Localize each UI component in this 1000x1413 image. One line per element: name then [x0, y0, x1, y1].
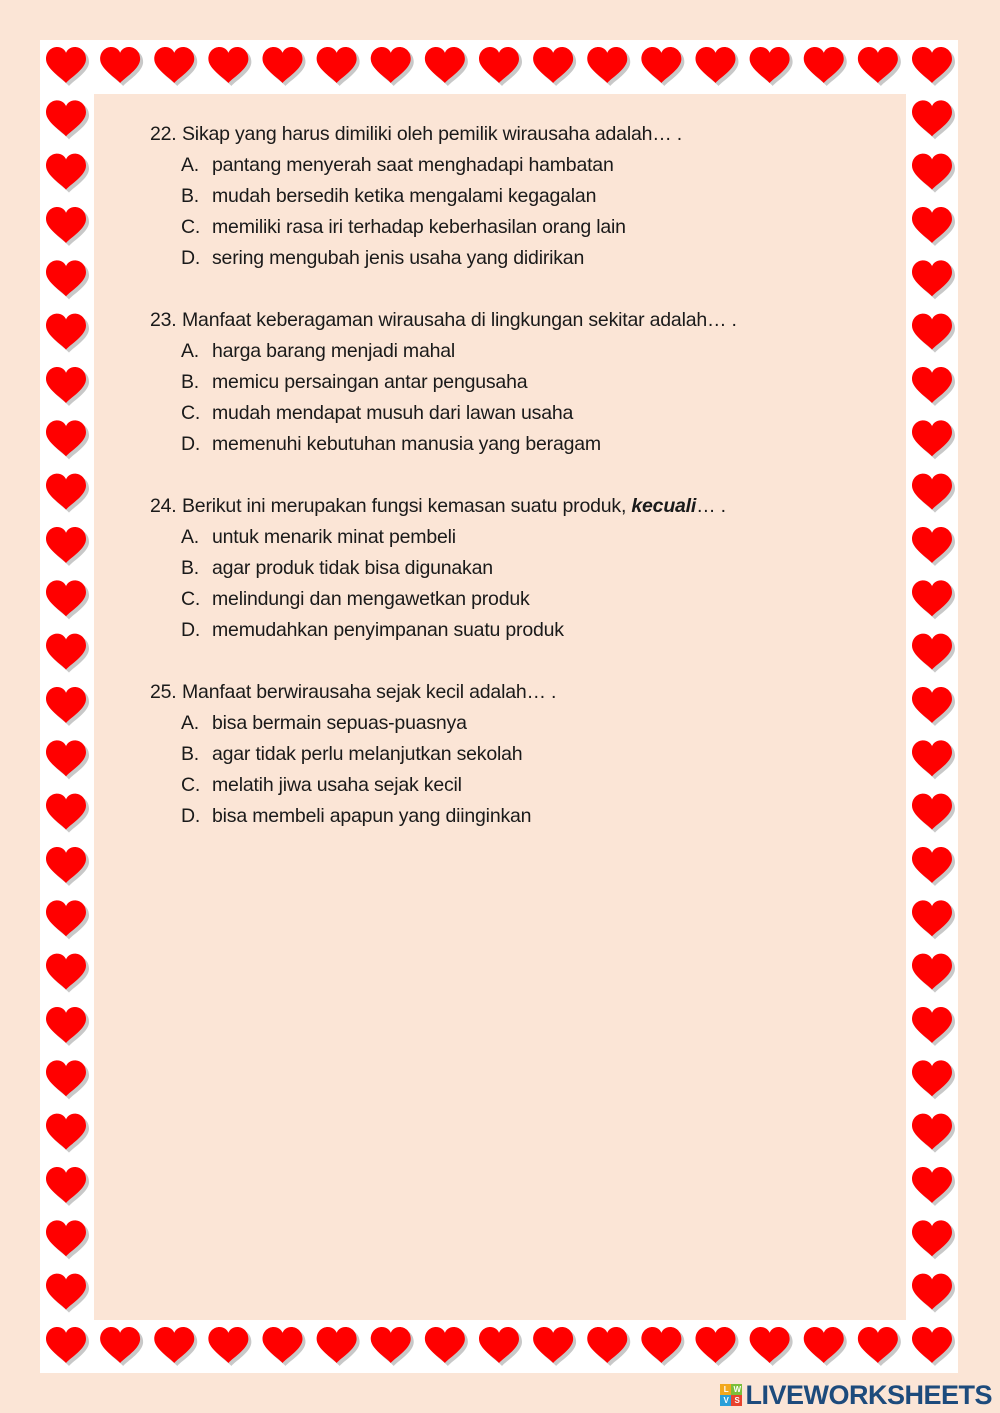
question-number: 24.	[150, 495, 177, 517]
heart-icon	[46, 580, 89, 619]
question-number: 22.	[150, 123, 177, 145]
option-text: untuk menarik minat pembeli	[212, 526, 456, 548]
heart-icon	[912, 1007, 955, 1046]
heart-icon	[912, 314, 955, 353]
heart-icon	[46, 367, 89, 406]
heart-icon	[912, 1114, 955, 1153]
logo-mark-letter: W	[733, 1385, 741, 1394]
option-text: memicu persaingan antar pengusaha	[212, 371, 528, 393]
option-23-c[interactable]	[181, 402, 573, 425]
option-text: mudah bersedih ketika mengalami kegagalan	[212, 185, 597, 207]
heart-icon	[641, 1327, 684, 1366]
option-text: memiliki rasa iri terhadap keberhasilan orang lain	[212, 216, 626, 238]
option-text: bisa membeli apapun yang diinginkan	[212, 805, 532, 827]
heart-icon	[46, 47, 89, 86]
heart-icon	[263, 1327, 306, 1366]
heart-icon	[912, 367, 955, 406]
heart-icon	[858, 1327, 901, 1366]
heart-icon	[479, 47, 522, 86]
question-text: Sikap yang harus dimiliki oleh pemilik wirausaha adalah… .	[182, 123, 682, 145]
option-25-d[interactable]	[181, 805, 531, 828]
option-text: memenuhi kebutuhan manusia yang beragam	[212, 433, 601, 455]
heart-icon	[371, 47, 414, 86]
heart-icon	[696, 47, 739, 86]
logo-mark-letter: L	[720, 1384, 731, 1395]
option-letter: D.	[181, 433, 201, 455]
question-24	[150, 495, 726, 518]
question-number: 23.	[150, 309, 177, 331]
heart-icon	[912, 580, 955, 619]
heart-icon	[533, 47, 576, 86]
option-text: pantang menyerah saat menghadapi hambatan	[212, 154, 614, 176]
heart-icon	[858, 47, 901, 86]
heart-icon	[425, 1327, 468, 1366]
option-letter: B.	[181, 371, 200, 393]
question-text: Manfaat keberagaman wirausaha di lingkungan sekitar adalah… .	[182, 309, 737, 331]
heart-icon	[100, 1327, 143, 1366]
heart-icon	[100, 47, 143, 86]
heart-icon	[46, 900, 89, 939]
heart-icon	[912, 687, 955, 726]
heart-icon	[425, 47, 468, 86]
option-letter: C.	[181, 588, 201, 610]
heart-icon	[912, 1167, 955, 1206]
option-letter: B.	[181, 185, 200, 207]
option-25-a[interactable]	[181, 712, 467, 735]
option-letter: A.	[181, 526, 200, 548]
heart-icon	[263, 47, 306, 86]
option-text: melindungi dan mengawetkan produk	[212, 588, 530, 610]
option-25-b[interactable]	[181, 743, 522, 766]
heart-icon	[46, 687, 89, 726]
option-letter: D.	[181, 805, 201, 827]
heart-icon	[46, 314, 89, 353]
option-letter: B.	[181, 743, 200, 765]
heart-icon	[804, 1327, 847, 1366]
question-number: 25.	[150, 681, 177, 703]
heart-icon	[46, 1274, 89, 1313]
heart-icon	[46, 474, 89, 513]
heart-icon	[46, 207, 89, 246]
heart-icon	[912, 1060, 955, 1099]
heart-icon	[46, 420, 89, 459]
heart-icon	[479, 1327, 522, 1366]
heart-icon	[912, 900, 955, 939]
option-22-d[interactable]	[181, 247, 584, 270]
option-24-a[interactable]	[181, 526, 456, 549]
heart-icon	[46, 1060, 89, 1099]
heart-icon	[750, 47, 793, 86]
heart-icon	[317, 47, 360, 86]
heart-icon	[912, 954, 955, 993]
question-text: Berikut ini merupakan fungsi kemasan suatu produk,	[182, 495, 632, 517]
heart-icon	[750, 1327, 793, 1366]
heart-icon	[46, 634, 89, 673]
option-text: sering mengubah jenis usaha yang didirikan	[212, 247, 585, 269]
heart-icon	[208, 1327, 251, 1366]
option-text: melatih jiwa usaha sejak kecil	[212, 774, 462, 796]
option-23-b[interactable]	[181, 371, 527, 394]
option-text: memudahkan penyimpanan suatu produk	[212, 619, 564, 641]
question-23	[150, 309, 737, 332]
option-letter: C.	[181, 402, 201, 424]
heart-icon	[912, 740, 955, 779]
option-22-c[interactable]	[181, 216, 626, 239]
heart-icon	[912, 474, 955, 513]
liveworksheets-logo-mark-icon	[720, 1384, 742, 1406]
heart-icon	[46, 1327, 89, 1366]
heart-icon	[587, 1327, 630, 1366]
heart-icon	[912, 154, 955, 193]
option-23-d[interactable]	[181, 433, 601, 456]
heart-icon	[912, 794, 955, 833]
option-24-c[interactable]	[181, 588, 530, 611]
heart-icon	[46, 100, 89, 139]
liveworksheets-logo[interactable]	[720, 1381, 992, 1409]
option-letter: D.	[181, 619, 201, 641]
option-24-d[interactable]	[181, 619, 564, 642]
logo-mark-letter: V	[720, 1395, 731, 1406]
heart-icon	[912, 527, 955, 566]
option-letter: A.	[181, 154, 200, 176]
heart-icon	[533, 1327, 576, 1366]
option-23-a[interactable]	[181, 340, 455, 363]
heart-icon	[46, 740, 89, 779]
heart-icon	[46, 527, 89, 566]
heart-icon	[912, 847, 955, 886]
option-letter: B.	[181, 557, 200, 579]
heart-icon	[154, 1327, 197, 1366]
question-25	[150, 681, 556, 704]
heart-icon	[912, 634, 955, 673]
option-24-b[interactable]	[181, 557, 493, 580]
heart-icon	[912, 47, 955, 86]
heart-icon	[912, 260, 955, 299]
logo-mark-letter: S	[731, 1395, 742, 1406]
heart-icon	[912, 1327, 955, 1366]
heart-icon	[641, 47, 684, 86]
option-letter: D.	[181, 247, 201, 269]
heart-icon	[696, 1327, 739, 1366]
heart-icon	[46, 1220, 89, 1259]
heart-icon	[912, 207, 955, 246]
heart-icon	[912, 1220, 955, 1259]
heart-icon	[587, 47, 630, 86]
heart-icon	[46, 260, 89, 299]
option-22-a[interactable]	[181, 154, 614, 177]
question-22	[150, 123, 682, 146]
heart-icon	[912, 420, 955, 459]
heart-icon	[804, 47, 847, 86]
heart-icon	[154, 47, 197, 86]
heart-icon	[46, 794, 89, 833]
option-letter: A.	[181, 340, 200, 362]
heart-icon	[46, 1114, 89, 1153]
heart-icon	[371, 1327, 414, 1366]
option-letter: C.	[181, 216, 201, 238]
heart-icon	[46, 1167, 89, 1206]
heart-icon	[912, 100, 955, 139]
heart-icon	[912, 1274, 955, 1313]
option-text: harga barang menjadi mahal	[212, 340, 456, 362]
option-letter: C.	[181, 774, 201, 796]
option-text: mudah mendapat musuh dari lawan usaha	[212, 402, 574, 424]
option-letter: A.	[181, 712, 200, 734]
heart-icon	[46, 954, 89, 993]
heart-icon	[208, 47, 251, 86]
heart-icon	[46, 1007, 89, 1046]
liveworksheets-logo-text: LIVEWORKSHEETS	[745, 1379, 992, 1410]
question-emphasis: kecuali	[631, 495, 697, 517]
heart-icon	[46, 847, 89, 886]
option-text: agar produk tidak bisa digunakan	[212, 557, 493, 579]
heart-icon	[317, 1327, 360, 1366]
option-text: agar tidak perlu melanjutkan sekolah	[212, 743, 523, 765]
question-text: Manfaat berwirausaha sejak kecil adalah… .	[182, 681, 557, 703]
option-22-b[interactable]	[181, 185, 596, 208]
heart-icon	[46, 154, 89, 193]
option-25-c[interactable]	[181, 774, 462, 797]
option-text: bisa bermain sepuas-puasnya	[212, 712, 467, 734]
question-text-end: … .	[696, 495, 726, 517]
